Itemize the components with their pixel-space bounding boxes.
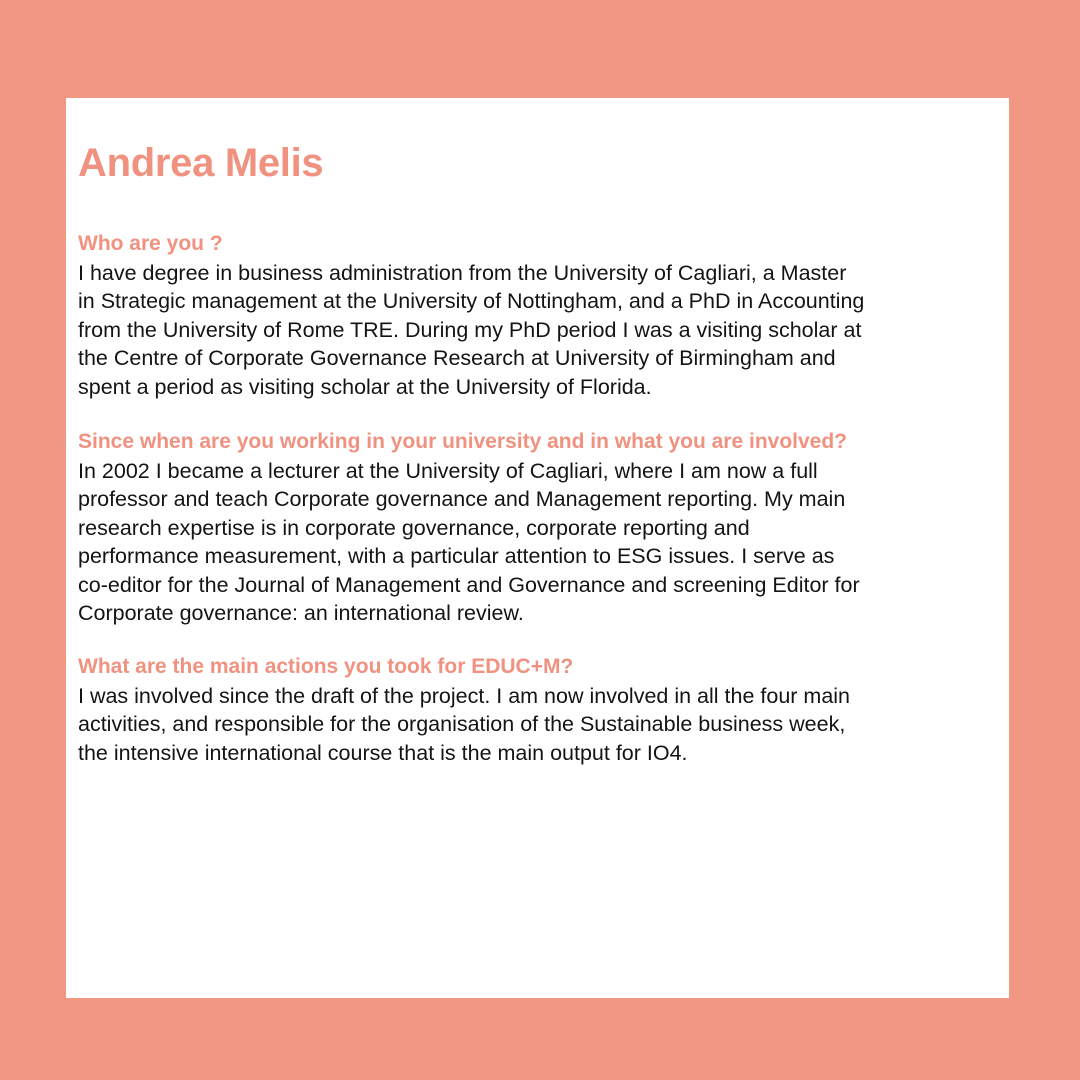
question-heading: What are the main actions you took for EDUC+M? [78,655,574,678]
answer-line: in Strategic management at the University of Nottingham, and a PhD in Accounting [78,289,865,313]
question-heading: Who are you ? [78,232,223,255]
answer-line: activities, and responsible for the organisation of the Sustainable business week, [78,712,846,736]
answer-line: In 2002 I became a lecturer at the University of Cagliari, where I am now a full [78,458,818,483]
answer-line: the intensive international course that is the main output for IO4. [78,740,688,765]
answer-line: I was involved since the draft of the project. I am now involved in all the four main [78,683,851,708]
qa-block-who-are-you [78,230,1003,401]
answer-line: spent a period as visiting scholar at the University of Florida. [78,374,652,399]
answer-line: from the University of Rome TRE. During my PhD period I was a visiting scholar at [78,317,862,342]
answer-line: the Centre of Corporate Governance Research at University of Birmingham and [78,346,836,370]
profile-name: Andrea Melis [78,141,324,185]
answer-line: I have degree in business administration from the University of Cagliari, a Master [78,260,847,285]
answer-line: co-editor for the Journal of Management and Governance and screening Editor for [78,572,860,597]
qa-block-university-involvement [78,428,1003,628]
answer-text [78,682,1003,768]
question-heading: Since when are you working in your university and in what you are involved? [78,430,848,453]
answer-line: research expertise is in corporate governance, corporate reporting and [78,515,750,540]
answer-line: performance measurement, with a particular attention to ESG issues. I serve as [78,544,835,568]
answer-text [78,457,1003,628]
answer-text [78,259,1003,402]
answer-line: professor and teach Corporate governance and Management reporting. My main [78,487,846,511]
answer-line: Corporate governance: an international review. [78,601,524,625]
profile-card [66,98,1009,998]
qa-block-main-actions [78,653,1003,767]
